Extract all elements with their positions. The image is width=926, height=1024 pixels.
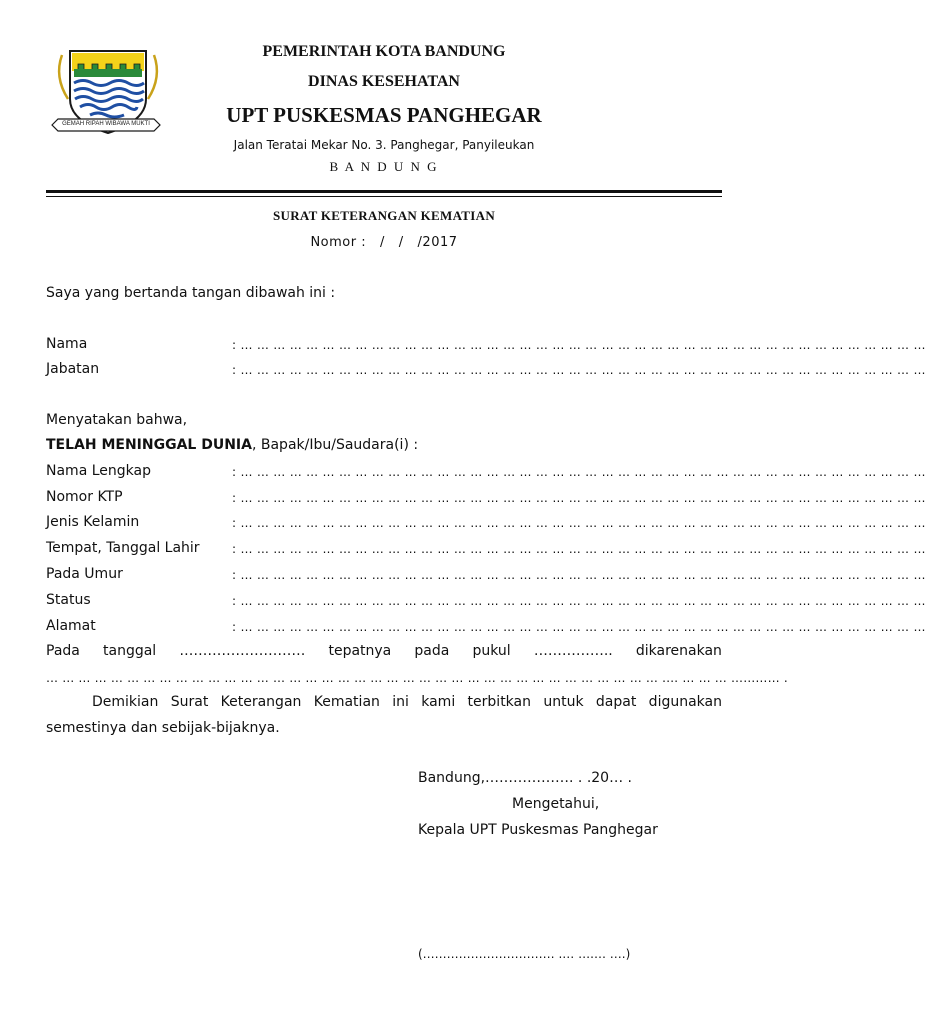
deceased-age-dots: : … … … … … … … … … … … … … … … … … … … … … … … … … … … … … … … … … … … … … … … … … … xyxy=(232,568,926,582)
signer-position-dots: : … … … … … … … … … … … … … … … … … … … … … … … … … … … … … … … … … … … … … … … … … … xyxy=(232,363,926,377)
deceased-fullname-label: Nama Lengkap xyxy=(46,463,151,479)
logo-motto: GEMAH RIPAH WIBAWA MUKTI xyxy=(62,121,150,127)
date-line-time-dots: …………….. xyxy=(533,643,613,659)
deceased-status-label: Status xyxy=(46,592,91,608)
header-divider-thin xyxy=(46,196,722,197)
deceased-address-dots: : … … … … … … … … … … … … … … … … … … … … … … … … … … … … … … … … … … … … … … … … … … xyxy=(232,620,926,634)
signature-name-placeholder: (…………………………… .… ….… ….) xyxy=(418,947,631,961)
deceased-heading-rest: , Bapak/Ibu/Saudara(i) : xyxy=(251,437,419,453)
signature-position: Kepala UPT Puskesmas Panghegar xyxy=(418,822,658,838)
deceased-fullname-dots: : … … … … … … … … … … … … … … … … … … … … … … … … … … … … … … … … … … … … … … … … … … xyxy=(232,465,926,479)
signature-acknowledged: Mengetahui, xyxy=(512,796,600,812)
header-divider-thick xyxy=(46,190,722,193)
deceased-birth-label: Tempat, Tanggal Lahir xyxy=(46,540,200,556)
deceased-ktp-dots: : … … … … … … … … … … … … … … … … … … … … … … … … … … … … … … … … … … … … … … … … … … xyxy=(232,491,926,505)
letterhead-line2: DINAS KESEHATAN xyxy=(308,73,460,90)
signer-name-dots: : … … … … … … … … … … … … … … … … … … … … … … … … … … … … … … … … … … … … … … … … … … xyxy=(232,338,926,352)
deceased-status-dots: : … … … … … … … … … … … … … … … … … … … … … … … … … … … … … … … … … … … … … … … … … … xyxy=(232,594,926,608)
intro-text: Saya yang bertanda tangan dibawah ini : xyxy=(46,285,336,301)
deceased-gender-label: Jenis Kelamin xyxy=(46,514,140,530)
deceased-address-label: Alamat xyxy=(46,618,96,634)
cause-dots-line: … … … … … … … … … … … … … … … … … … … … … … … … … … … … … … … … … … … … … … .… … … … ………… . xyxy=(46,671,788,685)
deceased-gender-dots: : … … … … … … … … … … … … … … … … … … … … … … … … … … … … … … … … … … … … … … … … … … xyxy=(232,516,926,530)
letterhead-line1: PEMERINTAH KOTA BANDUNG xyxy=(262,43,506,60)
deceased-ktp-label: Nomor KTP xyxy=(46,489,123,505)
closing-line1-text: Demikian Surat Keterangan Kematian ini kami terbitkan untuk dapat digunakan xyxy=(92,694,722,710)
signer-position-label: Jabatan xyxy=(46,361,100,377)
deceased-birth-dots: : … … … … … … … … … … … … … … … … … … … … … … … … … … … … … … … … … … … … … … … … … … xyxy=(232,542,926,556)
date-line-word-pada2: pada xyxy=(414,643,450,659)
date-line-word-tepatnya: tepatnya xyxy=(328,643,392,659)
document-number: Nomor : / / /2017 xyxy=(310,235,458,250)
signer-name-label: Nama xyxy=(46,336,88,352)
signature-place-date: Bandung,………………. . .20… . xyxy=(418,770,632,786)
letterhead-address: Jalan Teratai Mekar No. 3. Panghegar, Panyileukan xyxy=(233,138,535,152)
document-title: SURAT KETERANGAN KEMATIAN xyxy=(272,208,496,223)
date-line-word-pada: Pada xyxy=(46,643,80,659)
date-line-word-dikarenakan: dikarenakan xyxy=(635,643,722,659)
letterhead-line3: UPT PUSKESMAS PANGHEGAR xyxy=(226,103,542,127)
date-line-word-pukul: pukul xyxy=(472,643,511,659)
date-line-word-tanggal: tanggal xyxy=(103,643,157,659)
deceased-age-label: Pada Umur xyxy=(46,566,123,582)
statement-text: Menyatakan bahwa, xyxy=(46,412,188,428)
letterhead-city: B A N D U N G xyxy=(329,159,439,174)
closing-line2: semestinya dan sebijak-bijaknya. xyxy=(46,720,280,736)
deceased-heading xyxy=(46,437,418,453)
date-line-date-dots: ……………………… xyxy=(179,643,306,659)
date-time-line xyxy=(46,643,722,659)
closing-line1 xyxy=(92,694,722,710)
deceased-heading-bold: TELAH MENINGGAL DUNIA xyxy=(46,437,252,453)
